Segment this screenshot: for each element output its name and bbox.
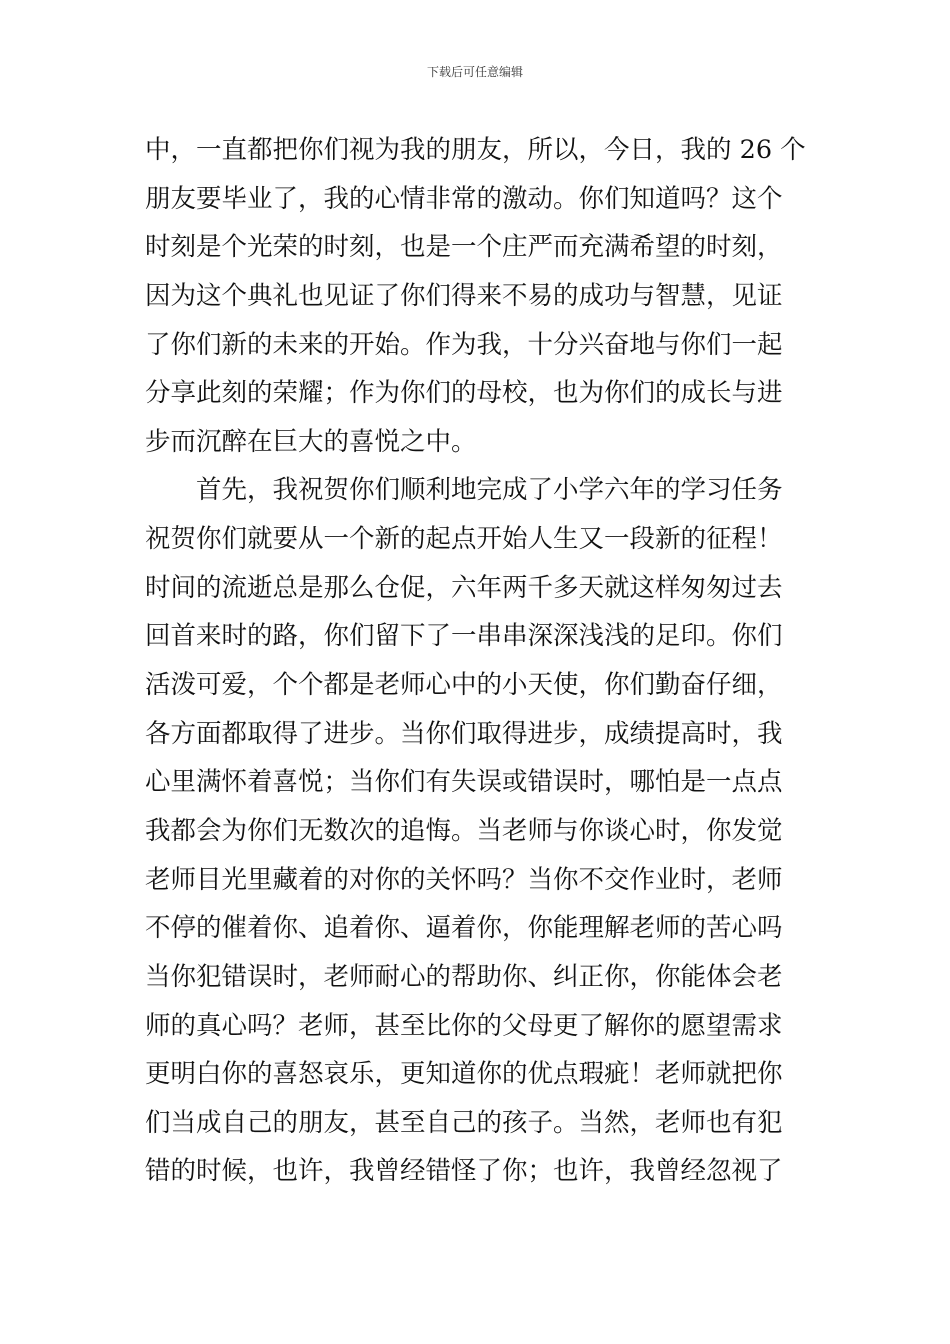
text-line: 时刻是个光荣的时刻，也是一个庄严而充满希望的时刻， <box>145 232 783 263</box>
text-line: 步而沉醉在巨大的喜悦之中。 <box>145 426 477 457</box>
text-line: 不停的催着你、追着你、逼着你，你能理解老师的苦心吗 <box>145 913 783 944</box>
text-line: 中，一直都把你们视为我的朋友，所以，今日，我的 26 个 <box>145 135 806 165</box>
text-line: 师的真心吗？老师，甚至比你的父母更了解你的愿望需求 <box>145 1010 783 1041</box>
paragraph-1 <box>145 126 835 466</box>
text-line: 首先，我祝贺你们顺利地完成了小学六年的学习任务 <box>196 475 783 506</box>
text-line: 各方面都取得了进步。当你们取得进步，成绩提高时，我 <box>145 718 783 749</box>
text-line: 因为这个典礼也见证了你们得来不易的成功与智慧，见证 <box>145 280 783 311</box>
text-line: 我都会为你们无数次的追悔。当老师与你谈心时，你发觉 <box>145 815 783 846</box>
paragraph-2 <box>145 466 835 1196</box>
text-line: 回首来时的路，你们留下了一串串深深浅浅的足印。你们 <box>145 621 783 652</box>
text-line: 心里满怀着喜悦；当你们有失误或错误时，哪怕是一点点 <box>145 767 783 798</box>
page-header: 下载后可任意编辑 <box>426 65 523 79</box>
text-line: 时间的流逝总是那么仓促，六年两千多天就这样匆匆过去 <box>145 572 783 603</box>
text-line: 更明白你的喜怒哀乐，更知道你的优点瑕疵！老师就把你 <box>145 1059 783 1090</box>
text-line: 当你犯错误时，老师耐心的帮助你、纠正你，你能体会老 <box>145 961 783 992</box>
document-body <box>145 126 835 1196</box>
text-line: 活泼可爱，个个都是老师心中的小天使，你们勤奋仔细， <box>145 670 783 701</box>
text-line: 们当成自己的朋友，甚至自己的孩子。当然，老师也有犯 <box>145 1107 783 1138</box>
text-line: 老师目光里藏着的对你的关怀吗？当你不交作业时，老师 <box>145 864 783 895</box>
text-line: 祝贺你们就要从一个新的起点开始人生又一段新的征程！ <box>145 524 783 555</box>
text-line: 了你们新的未来的开始。作为我，十分兴奋地与你们一起 <box>145 329 783 360</box>
text-line: 错的时候，也许，我曾经错怪了你；也许，我曾经忽视了 <box>145 1156 783 1187</box>
text-line: 分享此刻的荣耀；作为你们的母校，也为你们的成长与进 <box>145 378 783 409</box>
text-line: 朋友要毕业了，我的心情非常的激动。你们知道吗？这个 <box>145 183 783 214</box>
